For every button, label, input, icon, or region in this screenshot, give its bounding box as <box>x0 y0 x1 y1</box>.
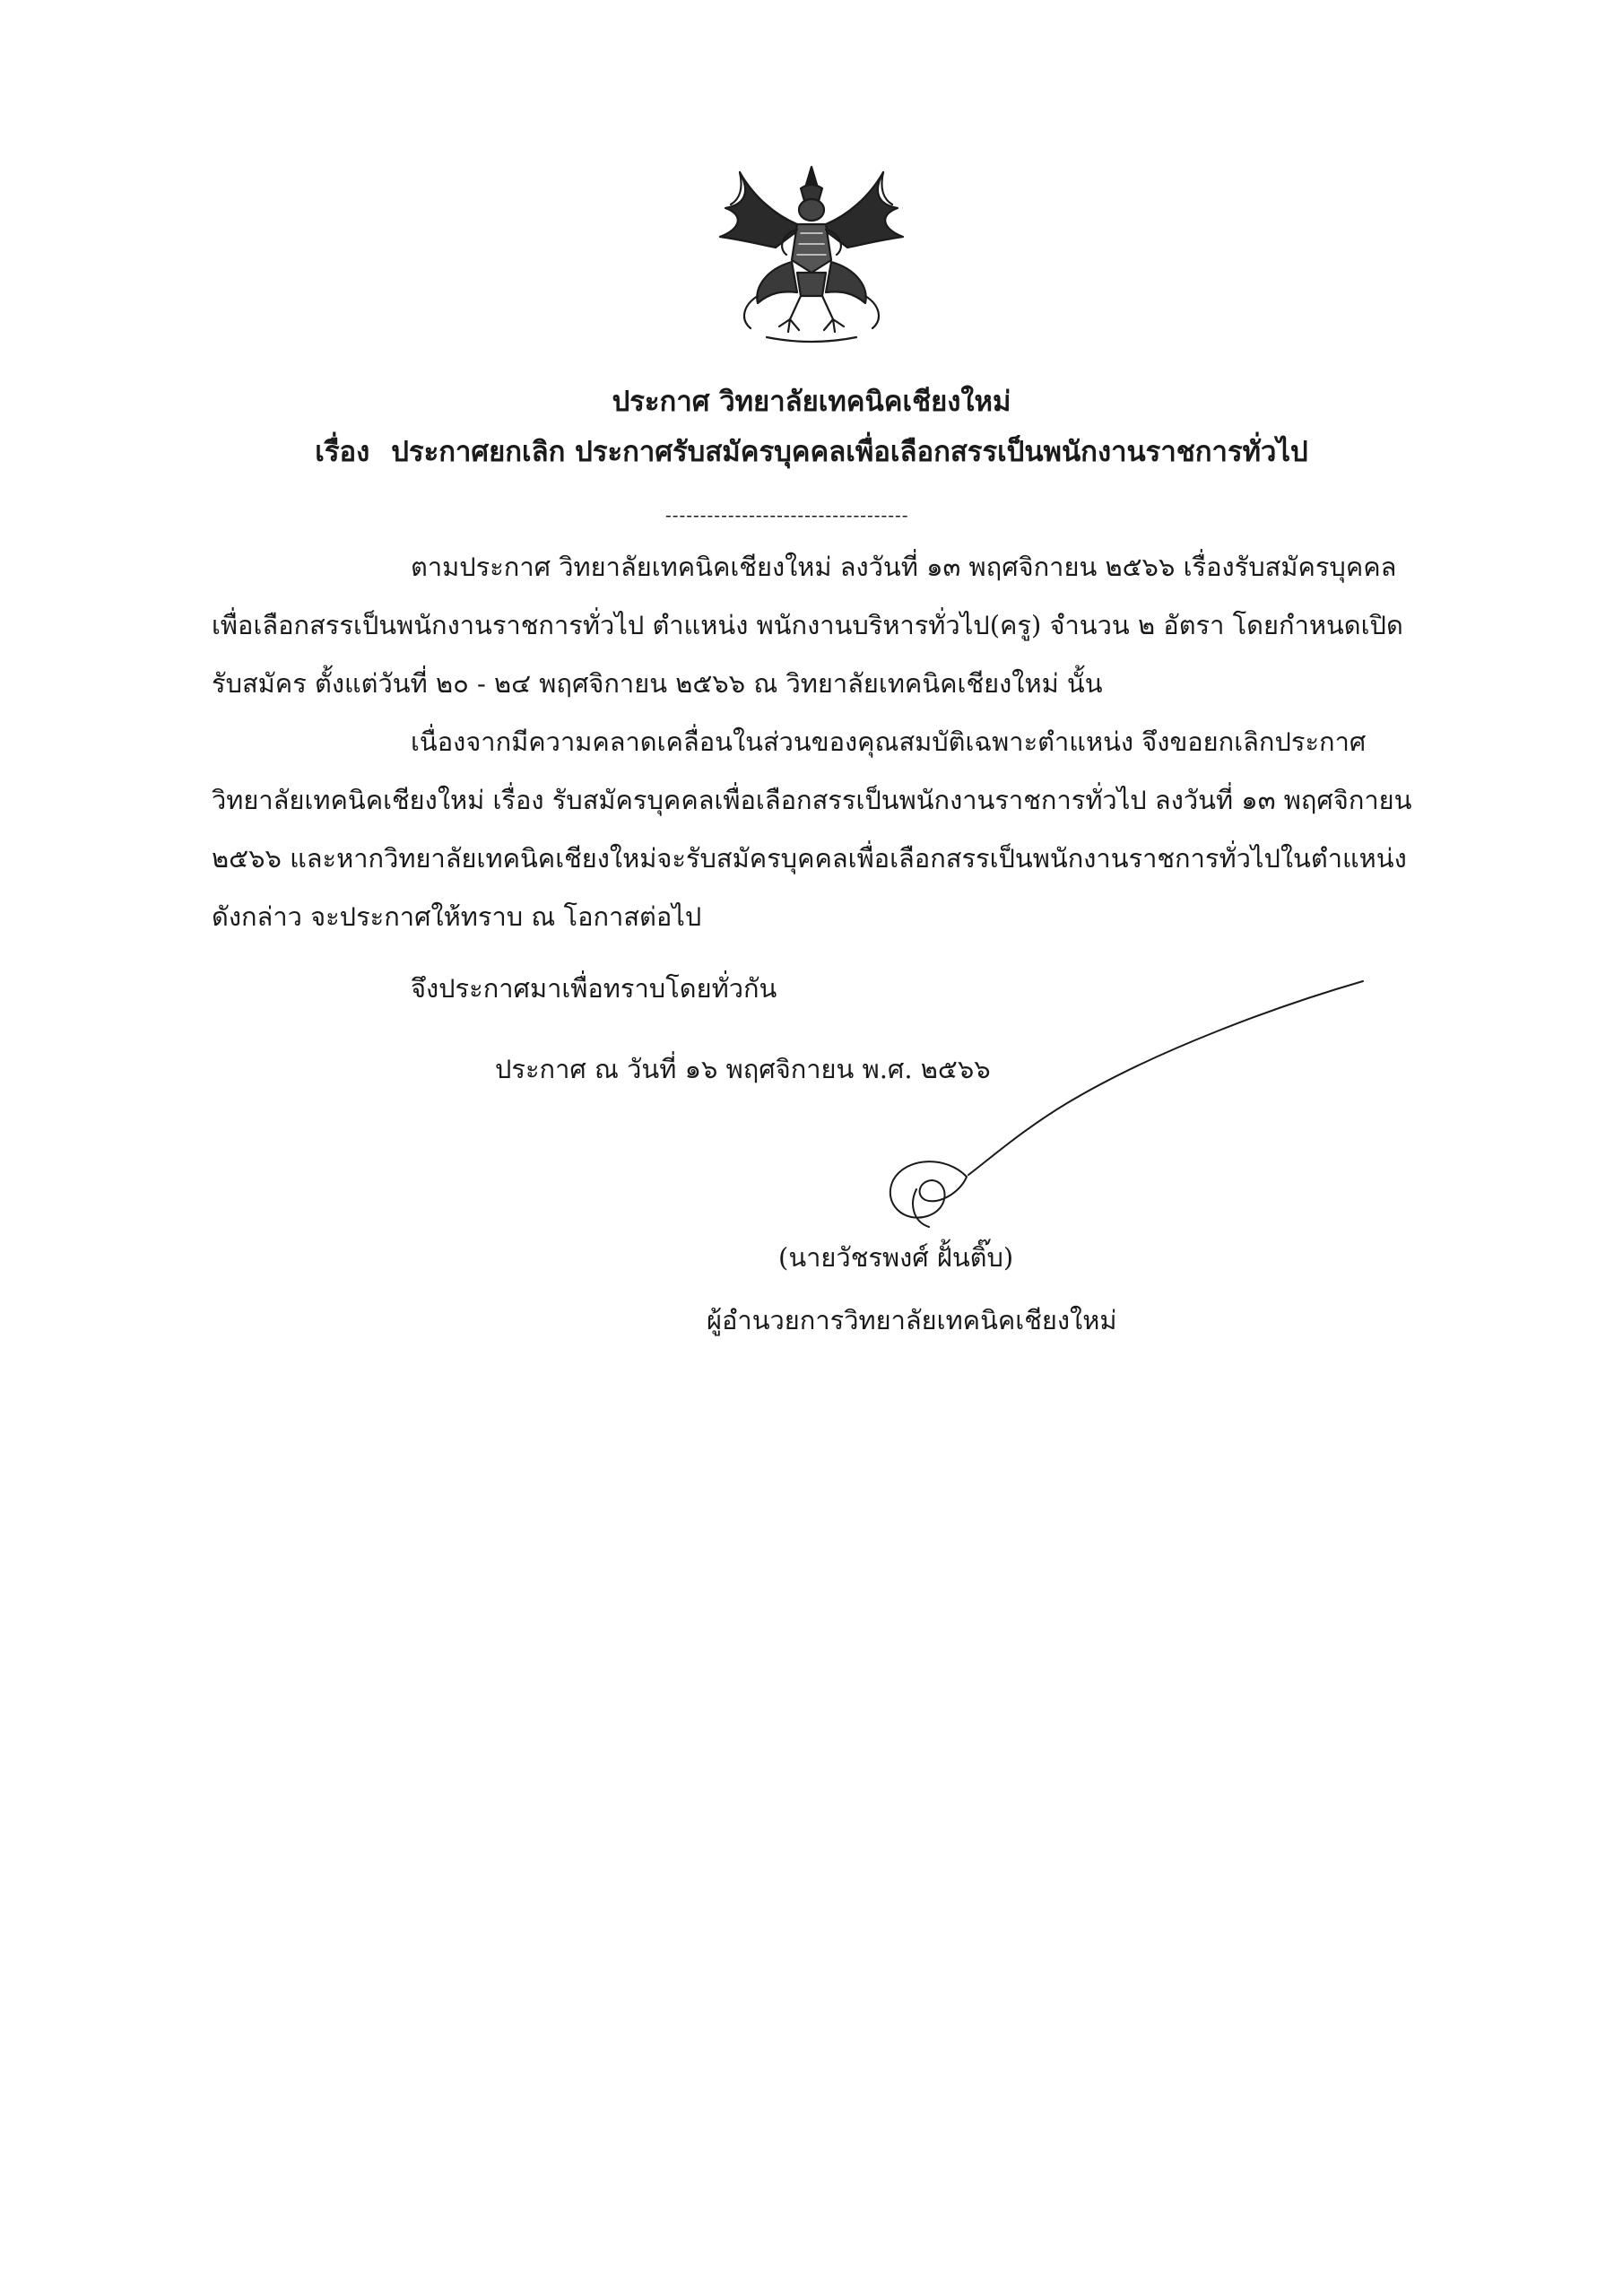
subject-line <box>0 427 1623 477</box>
paragraph-1 <box>212 538 1467 713</box>
paragraph-2-line: ดังกล่าว จะประกาศให้ทราบ ณ โอกาสต่อไป <box>212 901 702 932</box>
signer-name: (นายวัชรพงศ์ ฝั้นติ๊บ) <box>778 1242 1014 1273</box>
paragraph-2 <box>212 713 1467 946</box>
paragraph-1-line: ตามประกาศ วิทยาลัยเทคนิคเชียงใหม่ ลงวันที่ ๑๓ พฤศจิกายน ๒๕๖๖ เรื่องรับสมัครบุคคล <box>411 552 1397 582</box>
paragraph-1-line: รับสมัคร ตั้งแต่วันที่ ๒๐ - ๒๔ พฤศจิกายน ๒๕๖๖ ณ วิทยาลัยเทคนิคเชียงใหม่ นั้น <box>212 668 1103 699</box>
announcement-header <box>0 377 1623 477</box>
paragraph-2-line: เนื่องจากมีความคลาดเคลื่อนในส่วนของคุณสมบัติเฉพาะตำแหน่ง จึงขอยกเลิกประกาศ <box>411 726 1367 757</box>
announcement-date: ประกาศ ณ วันที่ ๑๖ พฤศจิกายน พ.ศ. ๒๕๖๖ <box>495 1054 991 1084</box>
paragraph-2-line: วิทยาลัยเทคนิคเชียงใหม่ เรื่อง รับสมัครบุคคลเพื่อเลือกสรรเป็นพนักงานราชการทั่วไป ลงวันที่ ๑๓ พฤศจิกายน <box>212 785 1412 815</box>
signer-position: ผู้อำนวยการวิทยาลัยเทคนิคเชียงใหม่ <box>707 1305 1117 1335</box>
page-title: ประกาศ วิทยาลัยเทคนิคเชียงใหม่ <box>612 386 1011 418</box>
paragraph-1-line: เพื่อเลือกสรรเป็นพนักงานราชการทั่วไป ตำแหน่ง พนักงานบริหารทั่วไป(ครู) จำนวน ๒ อัตรา โดยกำหนดเปิด <box>212 610 1403 640</box>
announcement-body <box>212 538 1467 946</box>
subject-text: ประกาศยกเลิก ประกาศรับสมัครบุคคลเพื่อเลือกสรรเป็นพนักงานราชการทั่วไป <box>391 436 1308 468</box>
paragraph-2-line: ๒๕๖๖ และหากวิทยาลัยเทคนิคเชียงใหม่จะรับสมัครบุคคลเพื่อเลือกสรรเป็นพนักงานราชการทั่วไปในตำแหน่ง <box>212 843 1407 874</box>
title-separator: ----------------------------------- <box>665 504 909 526</box>
subject-label: เรื่อง <box>315 436 370 468</box>
closing-statement: จึงประกาศมาเพื่อทราบโดยทั่วกัน <box>411 973 777 1004</box>
garuda-emblem-icon <box>704 161 919 350</box>
handwritten-signature <box>861 969 1381 1238</box>
